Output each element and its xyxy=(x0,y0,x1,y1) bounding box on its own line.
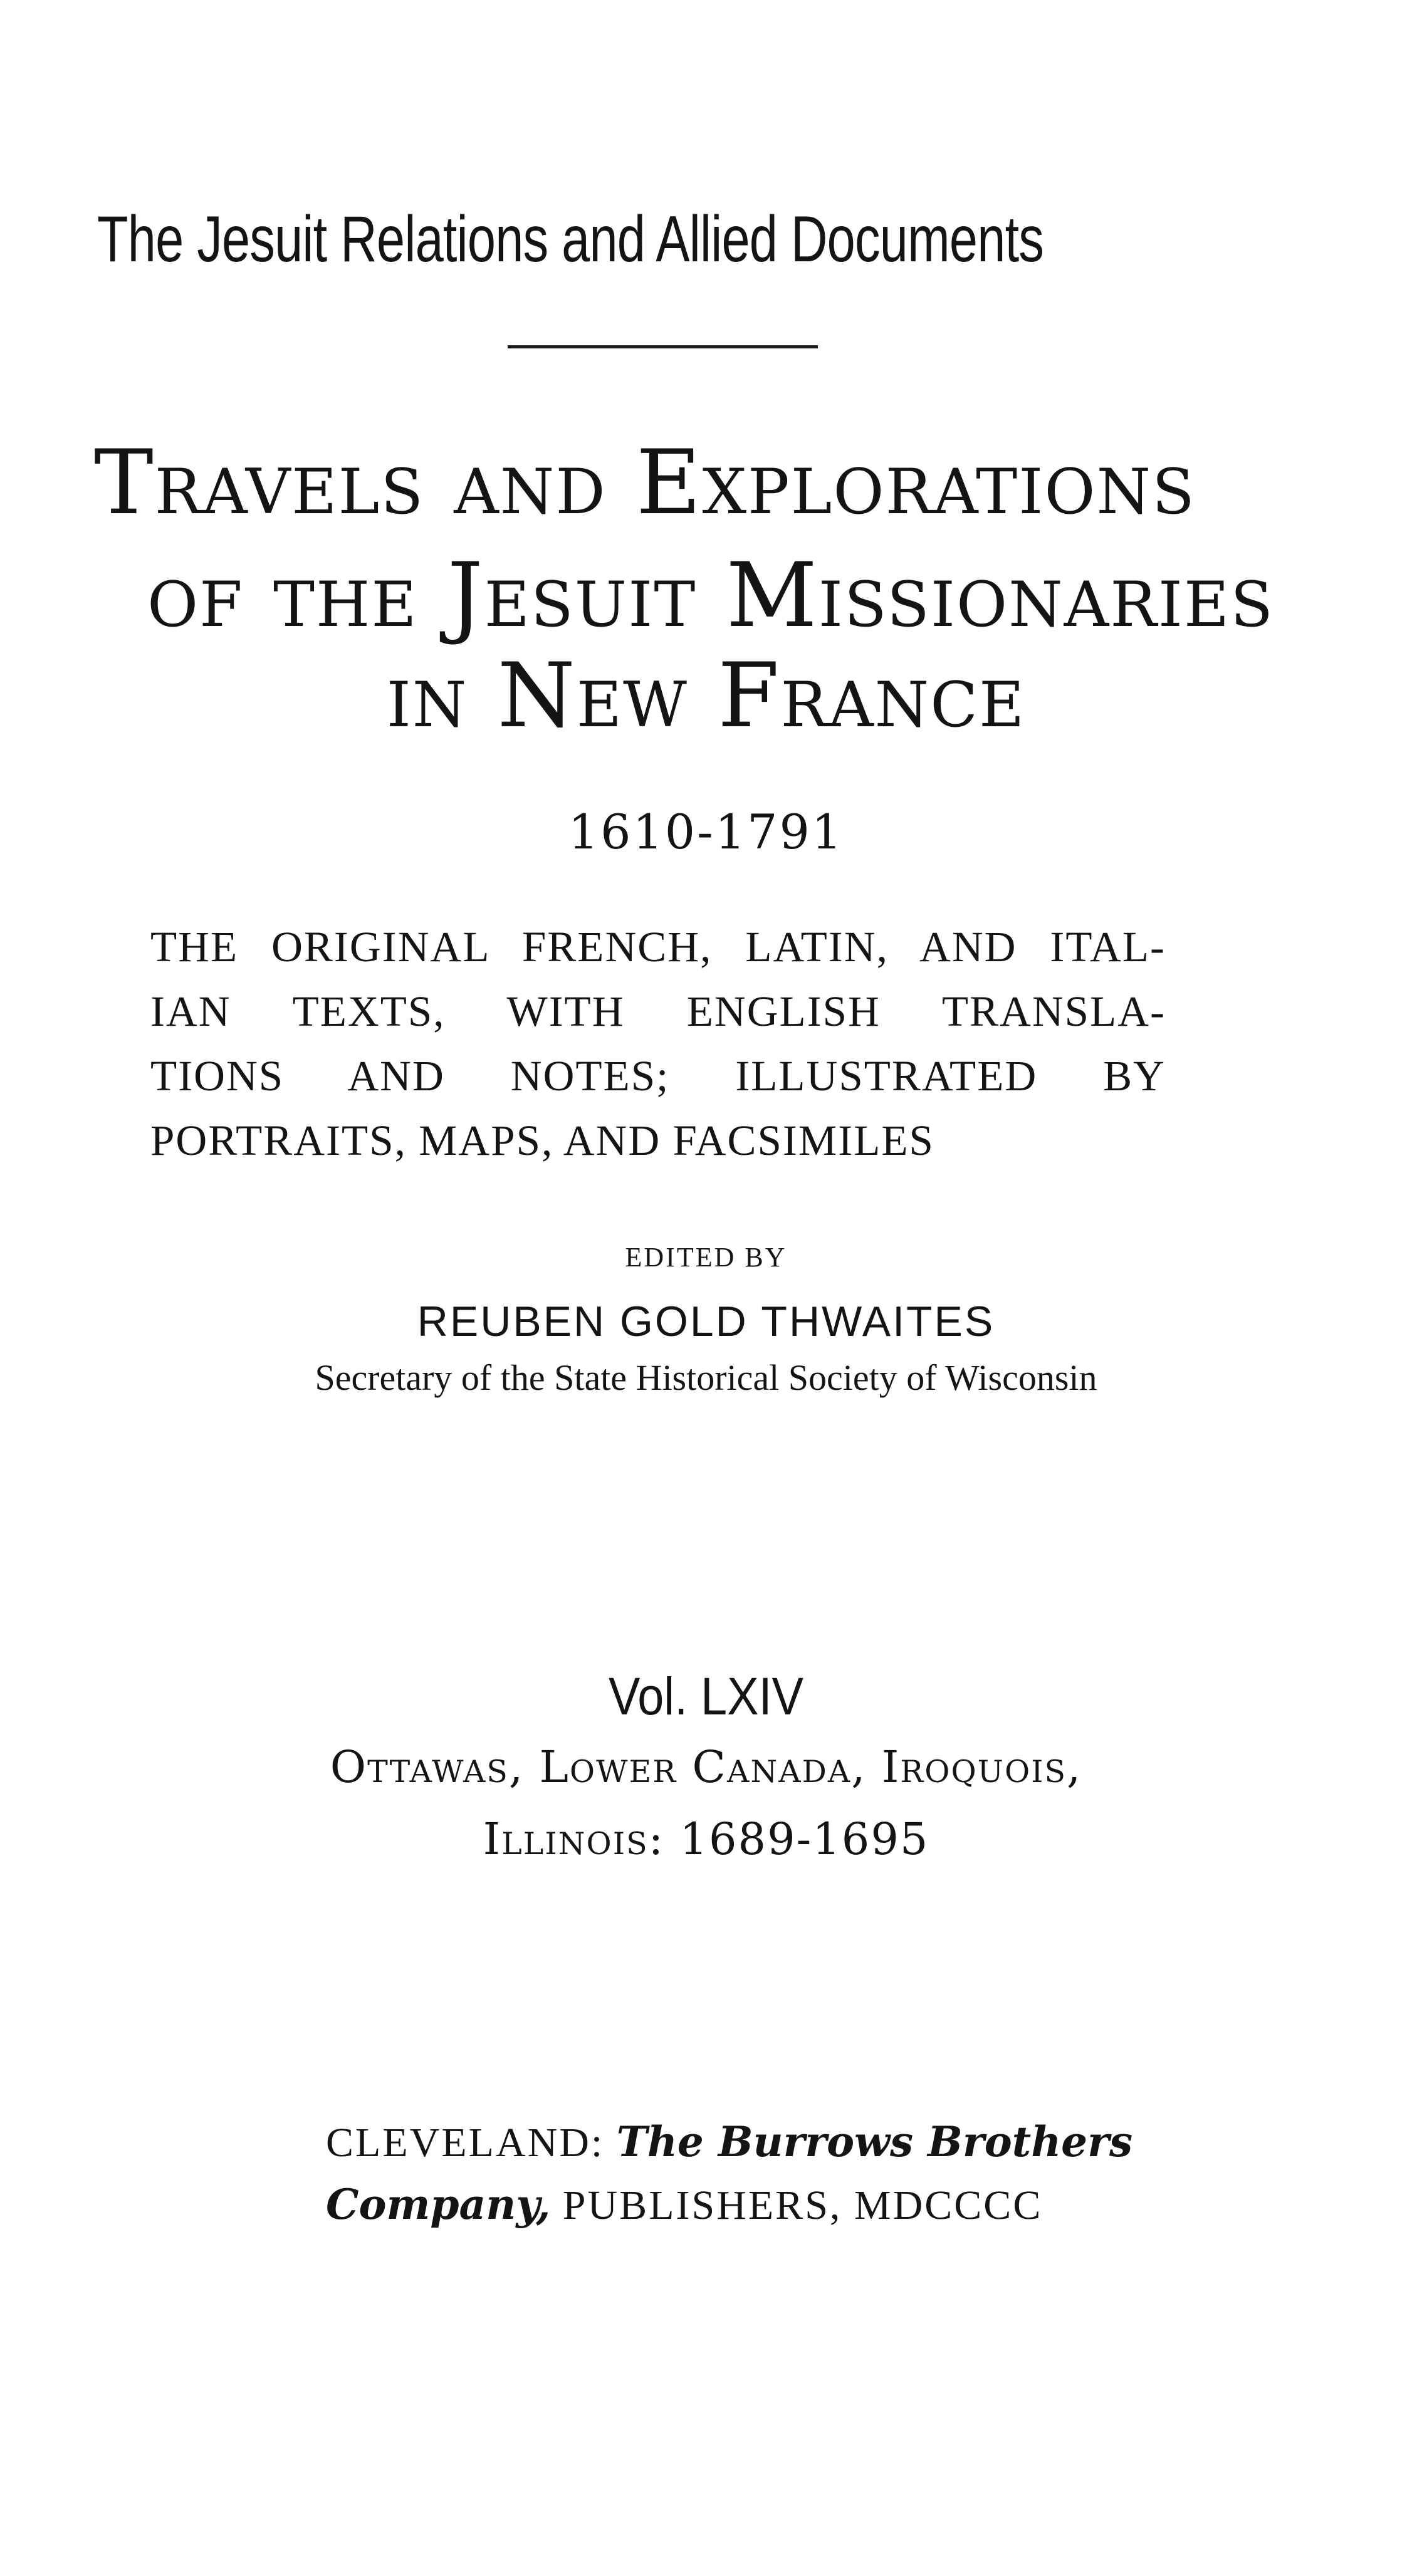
main-title-line-3: in New France xyxy=(386,644,1026,748)
series-title: The Jesuit Relations and Allied Documents xyxy=(97,203,1044,276)
subjects-line-1: Ottawas, Lower Canada, Iroquois, xyxy=(330,1741,1082,1793)
imprint-publisher-part-2: Company, xyxy=(326,2180,551,2229)
description-line-2: IAN TEXTS, WITH ENGLISH TRANSLA- xyxy=(150,988,1166,1035)
subjects-line-2: Illinois: 1689-1695 xyxy=(483,1813,929,1865)
description-line-3: TIONS AND NOTES; ILLUSTRATED BY xyxy=(150,1052,1166,1100)
description-line-1: THE ORIGINAL FRENCH, LATIN, AND ITAL- xyxy=(150,923,1166,971)
date-range: 1610-1791 xyxy=(568,804,844,860)
imprint-year: MDCCCC xyxy=(854,2182,1043,2228)
title-rule xyxy=(508,345,818,348)
description-line-4: PORTRAITS, MAPS, AND FACSIMILES xyxy=(150,1117,934,1164)
imprint-role: PUBLISHERS, xyxy=(562,2182,842,2228)
main-title-line-2: of the Jesuit Missionaries xyxy=(147,544,1275,647)
imprint-line-2 xyxy=(326,2180,1043,2229)
volume-number: Vol. LXIV xyxy=(608,1667,804,1726)
imprint-line-1 xyxy=(326,2117,1133,2166)
imprint-publisher-part-1: The Burrows Brothers xyxy=(616,2117,1133,2166)
edited-by-label: EDITED BY xyxy=(625,1242,787,1273)
editor-affiliation: Secretary of the State Historical Society of Wisconsin xyxy=(315,1357,1097,1398)
imprint-city: CLEVELAND: xyxy=(326,2120,605,2166)
main-title-line-1: Travels and Explorations xyxy=(94,431,1196,534)
editor-name: REUBEN GOLD THWAITES xyxy=(417,1298,995,1345)
